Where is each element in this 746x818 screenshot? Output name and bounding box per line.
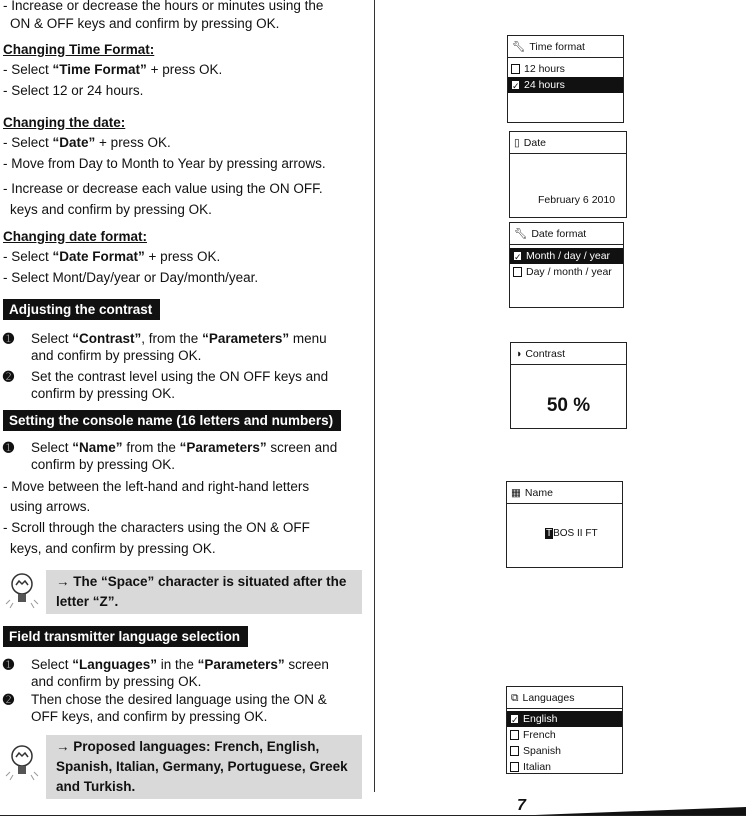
screen-title: Name [524, 486, 553, 499]
time-format-title: Changing Time Format: [3, 42, 155, 57]
footer-rule [0, 815, 746, 816]
languages-step-1: Select “Languages” in the “Parameters” screen [31, 657, 329, 672]
screen-time-format [507, 35, 624, 123]
screen-languages [506, 686, 623, 774]
contrast-step-2: Set the contrast level using the ON OFF keys and [31, 369, 329, 384]
option-english: ✓ English [507, 711, 622, 727]
checkbox-checked-icon: ✓ [512, 81, 520, 91]
option-spanish: Spanish [507, 743, 622, 759]
name-heading: Setting the console name (16 letters and numbers) [3, 410, 341, 431]
screen-title: Date format [531, 227, 587, 240]
screen-title: Date [523, 136, 546, 149]
time-format-step-2: - Select 12 or 24 hours. [3, 83, 144, 98]
date-step-3b: keys and confirm by pressing OK. [10, 202, 212, 217]
languages-step-2: Then chose the desired language using the ON & [31, 692, 327, 707]
footer-wedge [535, 805, 746, 815]
screen-date [509, 131, 627, 218]
contrast-icon: ◑ [515, 347, 522, 360]
contrast-step-1: Select “Contrast”, from the “Parameters” menu [31, 331, 327, 346]
date-format-title: Changing date format: [3, 229, 147, 244]
contrast-value: 50 % [546, 395, 591, 416]
option-day-month-year: Day / month / year [510, 264, 623, 280]
date-step-2: - Move from Day to Month to Year by pressing arrows. [3, 156, 326, 171]
time-format-step-1: - Select “Time Format” + press OK. [3, 62, 223, 77]
intro-line-2: ON & OFF keys and confirm by pressing OK. [10, 16, 280, 31]
checkbox-checked-icon: ✓ [514, 252, 522, 262]
checkbox-icon [510, 762, 519, 772]
screen-title: Languages [522, 691, 575, 704]
languages-icon: ⧉ [511, 691, 519, 704]
date-title: Changing the date: [3, 115, 126, 130]
languages-step-1b: and confirm by pressing OK. [31, 674, 202, 689]
page-number: 7 [517, 797, 526, 814]
date-format-step-2: - Select Mont/Day/year or Day/month/year. [3, 270, 259, 285]
screen-name [506, 481, 623, 568]
lightbulb-icon [4, 742, 40, 782]
screen-title: Time format [529, 40, 585, 53]
option-french: French [507, 727, 622, 743]
option-24-hours: ✓ 24 hours [508, 77, 623, 93]
tip-space-character: → The “Space” character is situated after the letter “Z”. [46, 570, 362, 614]
name-line-4: keys, and confirm by pressing OK. [10, 541, 216, 556]
wrench-icon: 🔧︎ [512, 40, 526, 53]
tip-proposed-languages: → Proposed languages: French, English, Spanish, Italian, Germany, Portuguese, Greek and Turkish. [46, 735, 362, 799]
step-number-2: ➋ [3, 692, 14, 707]
checkbox-checked-icon: ✓ [511, 715, 519, 725]
screen-title: Contrast [525, 347, 566, 360]
contrast-step-1b: and confirm by pressing OK. [31, 348, 202, 363]
name-line-3: - Scroll through the characters using the ON & OFF [3, 520, 310, 535]
checkbox-icon [510, 730, 519, 740]
step-number-2: ➋ [3, 369, 14, 384]
screen-contrast [510, 342, 627, 429]
date-format-step-1: - Select “Date Format” + press OK. [3, 249, 221, 264]
step-number-1: ➊ [3, 331, 14, 346]
lightbulb-icon [4, 570, 40, 610]
contrast-heading: Adjusting the contrast [3, 299, 160, 320]
option-month-day-year: ✓ Month / day / year [510, 248, 623, 264]
date-step-1: - Select “Date” + press OK. [3, 135, 171, 150]
calendar-icon: ▯ [514, 136, 520, 149]
date-value: February 6 2010 [538, 194, 616, 206]
languages-step-2b: OFF keys, and confirm by pressing OK. [31, 709, 268, 724]
step-number-1: ➊ [3, 657, 14, 672]
column-divider [374, 0, 375, 792]
checkbox-icon [513, 267, 522, 277]
text-cursor: T [546, 528, 553, 539]
intro-line-1: - Increase or decrease the hours or minutes using the [3, 0, 324, 13]
name-icon: ▦ [511, 486, 521, 499]
option-italian: Italian [507, 759, 622, 775]
name-value: BOS II FT [553, 528, 598, 539]
date-step-3: - Increase or decrease each value using the ON OFF. [3, 181, 323, 196]
name-step-1: Select “Name” from the “Parameters” screen and [31, 440, 338, 455]
option-12-hours: 12 hours [508, 61, 623, 77]
name-line-1: - Move between the left-hand and right-hand letters [3, 479, 310, 494]
checkbox-icon [511, 64, 520, 74]
languages-heading: Field transmitter language selection [3, 626, 248, 647]
step-number-1: ➊ [3, 440, 14, 455]
name-step-1b: confirm by pressing OK. [31, 457, 176, 472]
contrast-step-2b: confirm by pressing OK. [31, 386, 176, 401]
name-line-2: using arrows. [10, 499, 91, 514]
wrench-icon: 🔧︎ [514, 227, 528, 240]
screen-date-format [509, 222, 624, 308]
checkbox-icon [510, 746, 519, 756]
